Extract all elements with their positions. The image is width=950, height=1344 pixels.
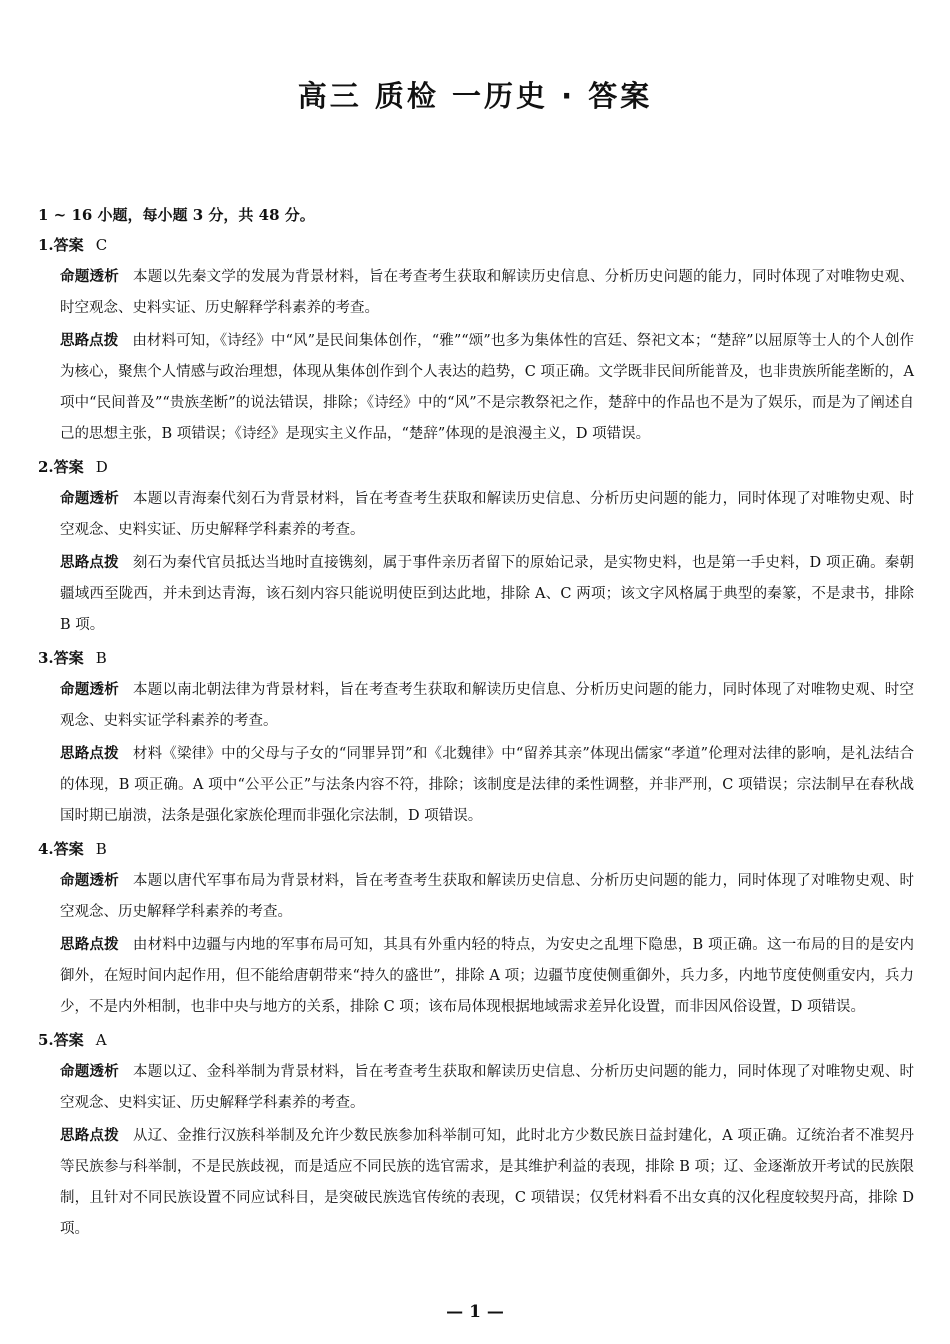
analysis-label: 命题透析 bbox=[60, 269, 119, 285]
approach-label: 思路点拨 bbox=[60, 937, 119, 953]
answer-label: 答案 bbox=[53, 236, 84, 254]
approach-text: 刻石为秦代官员抵达当地时直接镌刻，属于事件亲历者留下的原始记录，是实物史料，也是第一手史料，D 项正确。秦朝疆域西至陇西，并未到达青海，该石刻内容只能说明使臣到达此地，排除 A、C 两项；该文字风格属于典型的秦篆，不是隶书，排除 B 项。 bbox=[60, 555, 914, 633]
analysis-paragraph bbox=[38, 484, 914, 546]
answer-letter: D bbox=[95, 458, 108, 476]
analysis-paragraph bbox=[38, 866, 914, 928]
analysis-text: 本题以青海秦代刻石为背景材料，旨在考查考生获取和解读历史信息、分析历史问题的能力，同时体现了对唯物史观、时空观念、史料实证、历史解释学科素养的考查。 bbox=[60, 491, 914, 538]
question-number: 1. bbox=[38, 236, 54, 254]
question-block-1 bbox=[38, 234, 914, 450]
question-number: 5. bbox=[38, 1031, 54, 1049]
question-block-5 bbox=[38, 1029, 914, 1245]
answer-letter: C bbox=[95, 236, 108, 254]
answer-label: 答案 bbox=[53, 649, 84, 667]
answer-line bbox=[38, 647, 914, 669]
analysis-text: 本题以唐代军事布局为背景材料，旨在考查考生获取和解读历史信息、分析历史问题的能力，同时体现了对唯物史观、时空观念、历史解释学科素养的考查。 bbox=[60, 873, 914, 920]
answer-line bbox=[38, 838, 914, 860]
approach-paragraph bbox=[38, 739, 914, 832]
answer-line bbox=[38, 1029, 914, 1051]
answer-label: 答案 bbox=[53, 840, 84, 858]
question-block-4 bbox=[38, 838, 914, 1023]
page-title: 高三 质检 一历史 · 答案 bbox=[297, 79, 653, 113]
question-number: 2. bbox=[38, 458, 54, 476]
analysis-text: 本题以南北朝法律为背景材料，旨在考查考生获取和解读历史信息、分析历史问题的能力，同时体现了对唯物史观、时空观念、史料实证学科素养的考查。 bbox=[60, 682, 914, 729]
analysis-paragraph bbox=[38, 675, 914, 737]
answer-letter: A bbox=[95, 1031, 107, 1049]
answer-letter: B bbox=[95, 649, 107, 667]
answer-line bbox=[38, 456, 914, 478]
analysis-paragraph bbox=[38, 1057, 914, 1119]
approach-label: 思路点拨 bbox=[60, 555, 119, 571]
analysis-label: 命题透析 bbox=[60, 682, 119, 698]
approach-text: 从辽、金推行汉族科举制及允许少数民族参加科举制可知，此时北方少数民族日益封建化，A 项正确。辽统治者不准契丹等民族参与科举制，不是民族歧视，而是适应不同民族的选官需求，是其维护利益的表现，排除 B 项；辽、金逐渐放开考试的民族限制，且针对不同民族设置不同应试科目，是突破民族选官传统的表现，C 项错误；仅凭材料看不出女真的汉化程度较契丹高，排除 D 项。 bbox=[60, 1128, 915, 1237]
question-block-2 bbox=[38, 456, 914, 641]
approach-text: 由材料中边疆与内地的军事布局可知，其具有外重内轻的特点，为安史之乱埋下隐患，B 项正确。这一布局的目的是安内御外，在短时间内起作用，但不能给唐朝带来“持久的盛世”，排除 A 项；边疆节度使侧重御外，兵力多，内地节度使侧重安内，兵力少，不是内外相制，也非中央与地方的关系，排除 C 项；该布局体现根据地域需求差异化设置，而非因风俗设置，D 项错误。 bbox=[60, 937, 915, 1015]
answer-letter: B bbox=[95, 840, 107, 858]
approach-paragraph bbox=[38, 326, 914, 450]
approach-text: 由材料可知，《诗经》中“风”是民间集体创作，“雅”“颂”也多为集体性的宫廷、祭祀文本；“楚辞”以屈原等士人的个人创作为核心，聚焦个人情感与政治理想，体现从集体创作到个人表达的趋势，C 项正确。文学既非民间所能普及，也非贵族所能垄断的，A 项中“民间普及”“贵族垄断”的说法错误，排除；《诗经》中的“风”不是宗教祭祀之作，楚辞中的作品也不是为了娱乐，而是为了阐述自己的思想主张，B 项错误；《诗经》是现实主义作品，“楚辞”体现的是浪漫主义，D 项错误。 bbox=[60, 333, 914, 442]
approach-paragraph bbox=[38, 548, 914, 641]
question-number: 3. bbox=[38, 649, 54, 667]
analysis-label: 命题透析 bbox=[60, 491, 119, 507]
analysis-label: 命题透析 bbox=[60, 1064, 119, 1080]
approach-label: 思路点拨 bbox=[60, 1128, 119, 1144]
approach-paragraph bbox=[38, 930, 914, 1023]
page-number: — 1 — bbox=[446, 1302, 504, 1322]
approach-paragraph bbox=[38, 1121, 914, 1245]
answer-content bbox=[38, 204, 914, 1251]
analysis-text: 本题以辽、金科举制为背景材料，旨在考查考生获取和解读历史信息、分析历史问题的能力，同时体现了对唯物史观、时空观念、史料实证、历史解释学科素养的考查。 bbox=[60, 1064, 914, 1111]
answer-label: 答案 bbox=[53, 458, 84, 476]
analysis-text: 本题以先秦文学的发展为背景材料，旨在考查考生获取和解读历史信息、分析历史问题的能力，同时体现了对唯物史观、时空观念、史料实证、历史解释学科素养的考查。 bbox=[60, 269, 914, 316]
approach-label: 思路点拨 bbox=[60, 746, 119, 762]
scoring-intro: 1 ~ 16 小题，每小题 3 分，共 48 分。 bbox=[38, 206, 315, 224]
question-block-3 bbox=[38, 647, 914, 832]
question-number: 4. bbox=[38, 840, 54, 858]
analysis-paragraph bbox=[38, 262, 914, 324]
analysis-label: 命题透析 bbox=[60, 873, 119, 889]
answer-label: 答案 bbox=[53, 1031, 84, 1049]
approach-label: 思路点拨 bbox=[60, 333, 119, 349]
answer-line bbox=[38, 234, 914, 256]
approach-text: 材料《梁律》中的父母与子女的“同罪异罚”和《北魏律》中“留养其亲”体现出儒家“孝道”伦理对法律的影响，是礼法结合的体现，B 项正确。A 项中“公平公正”与法条内容不符，排除；该制度是法律的柔性调整，并非严刑，C 项错误；宗法制早在春秋战国时期已崩溃，法条是强化家族伦理而非强化宗法制，D 项错误。 bbox=[60, 746, 914, 824]
